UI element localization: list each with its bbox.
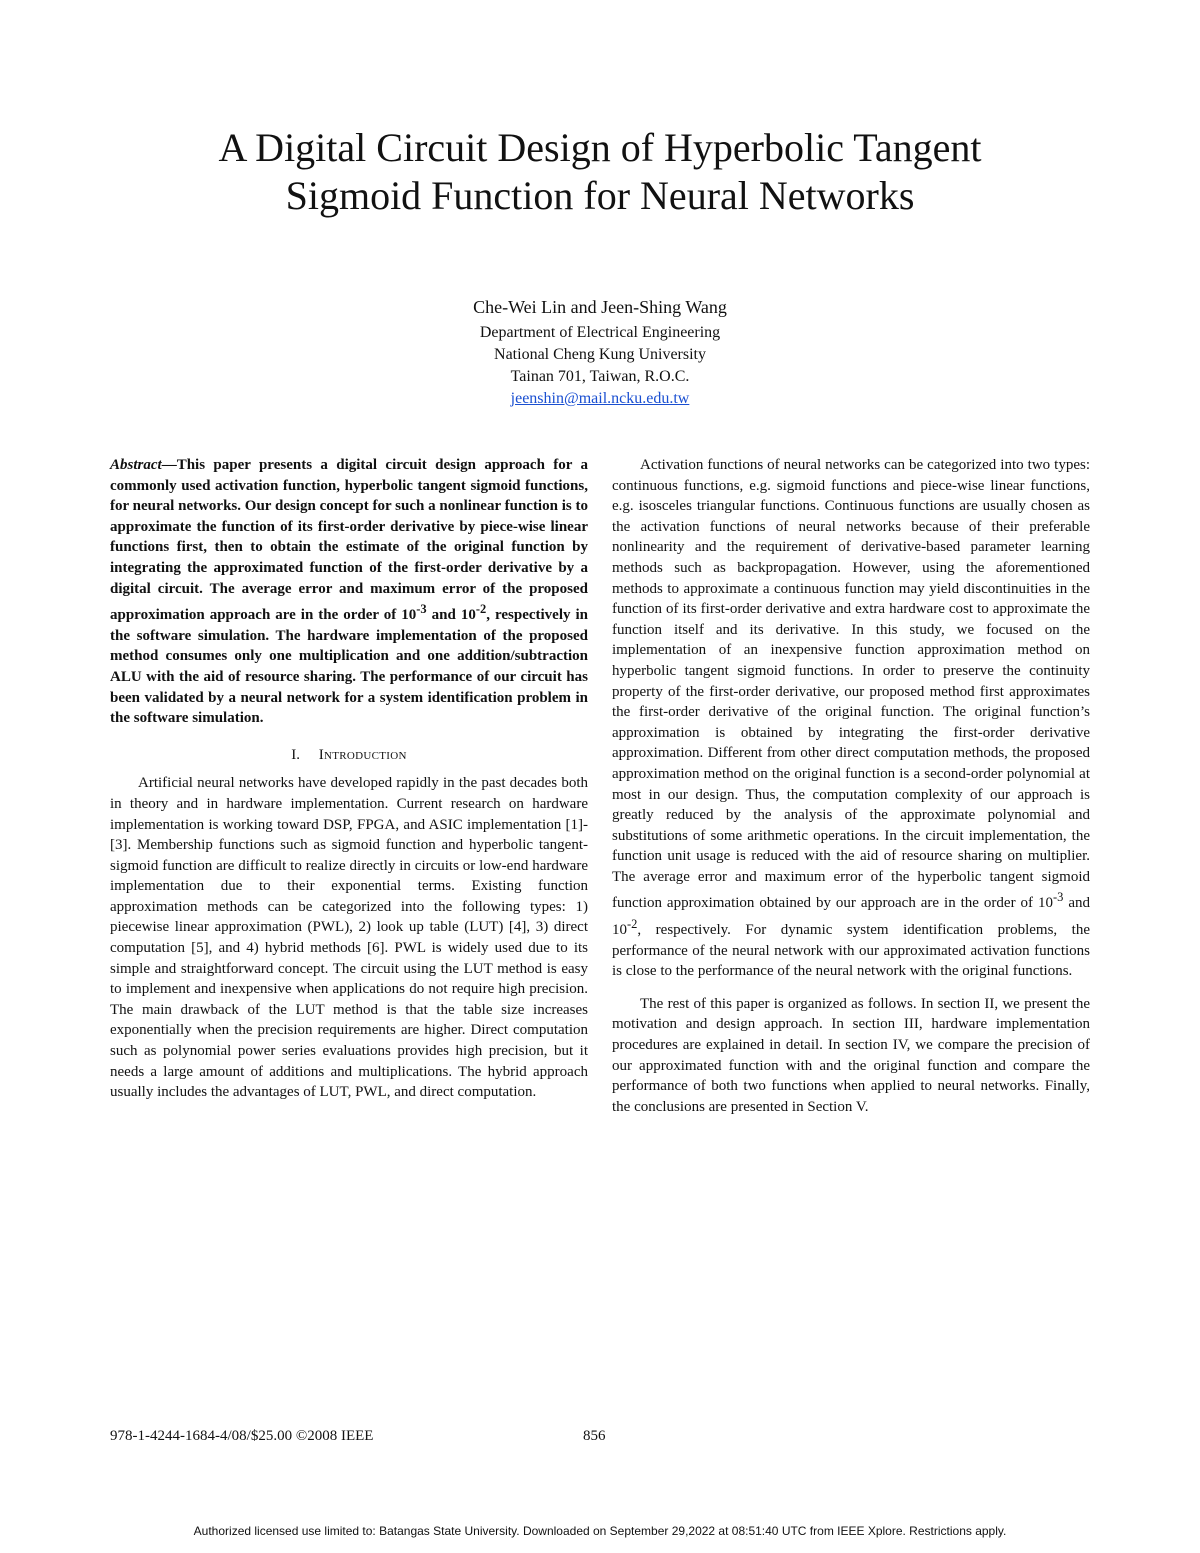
right-column [612, 455, 1090, 1117]
abstract-label: Abstract [110, 457, 162, 473]
location: Tainan 701, Taiwan, R.O.C. [510, 368, 690, 385]
right-paragraph-2: The rest of this paper is organized as follows. In section II, we present the motivation and design approach. In section III, hardware implementation procedures are explained in detail. In section IV, we compare the precision of our approximated function with and the original function and compare the performance of both two functions when applied to neural networks. Finally, the conclusions are presented in Section V. [612, 995, 1090, 1115]
license-notice: Authorized licensed use limited to: Batangas State University. Downloaded on September 29,2022 at 08:51:40 UTC from IEEE Xplore. Restrictions apply. [193, 1524, 1007, 1538]
right-paragraph-1 [612, 455, 1090, 982]
right-paragraph-1-exponent-1: -3 [1052, 890, 1064, 905]
abstract-exponent-1: -3 [416, 602, 427, 617]
department: Department of Electrical Engineering [479, 324, 721, 341]
affiliation [0, 322, 1200, 410]
isbn-copyright: 978-1-4244-1684-4/08/$25.00 ©2008 IEEE [110, 1428, 374, 1444]
abstract [110, 455, 588, 729]
abstract-text-2: and 10 [426, 607, 476, 624]
page-number: 856 [583, 1428, 606, 1444]
intro-paragraph-1: Artificial neural networks have developed rapidly in the past decades both in theory and in hardware implementation. Current research on hardware implementation is working toward DSP, FPGA, and ASIC implementation [1]-[3]. Membership functions such as sigmoid function and hyperbolic tangent-sigmoid function are difficult to realize directly in circuits or low-end hardware implementation due to their exponential terms. Existing function approximation methods can be categorized into the following types: 1) piecewise linear approximation (PWL), 2) look up table (LUT) [4], 3) direct computation [5], and 4) hybrid methods [6]. PWL is widely used due to its simple and straightforward concept. The circuit using the LUT method is easy to implement and inexpensive when applications do not require high precision. The main drawback of the LUT method is that the table size increases exponentially when the precision requirements are higher. Direct computation such as polynomial power series evaluations provides high precision, but it needs a large amount of additions and multiplications. The hybrid approach usually includes the advantages of LUT, PWL, and direct computation. [110, 775, 588, 1101]
right-paragraph-1-text-1: Activation functions of neural networks can be categorized into two types: continuous functions, e.g. sigmoid functions and piece-wise linear functions, e.g. isosceles triangular functions. Continuous functions are usually chosen as the activation functions of neural networks because of their preferable nonlinearity and the requirement of derivative-based parameter learning methods such as backpropagation. However, using the aforementioned methods to approximate a continuous function may yield discontinuities in the function of its first-order derivative and extra hardware cost to approximate the function itself and its derivative. In this study, we focused on the implementation of an inexpensive function approximation method on hyperbolic tangent sigmoid functions. In order to preserve the continuity property of the first-order derivative, our proposed method first approximates the first-order derivative of the original function. The original function’s approximation is obtained by integrating the first-order derivative approximation. Different from other direct computation methods, the proposed approximation method on the original function is a second-order polynomial at most in our design. Thus, the computation complexity of our approach is greatly reduced by the analysis of the approximate polynomial and substitutions of some arithmetic operations. In the circuit implementation, the function unit usage is reduced with the aid of resource sharing on multiplier. The average error and maximum error of the hyperbolic tangent sigmoid function approximation obtained by our approach are in the order of 10 [612, 457, 1090, 912]
right-paragraph-1-text-3: , respectively. For dynamic system identification problems, the performance of the neural network with our approximated activation functions is close to the performance of the neural network with the original functions. [612, 922, 1090, 980]
abstract-text-1: This paper presents a digital circuit design approach for a commonly used activation function, hyperbolic tangent sigmoid functions, for neural networks. Our design concept for such a nonlinear function is to approximate the function of its first-order derivative by piece-wise linear functions first, then to obtain the estimate of the original function by integrating the approximated function of the first-order derivative by a digital circuit. The average error and maximum error of the proposed approximation approach are in the order of 10 [110, 457, 588, 624]
university: National Cheng Kung University [494, 346, 706, 363]
title-line-1: A Digital Circuit Design of Hyperbolic Tangent [218, 125, 982, 170]
left-column [110, 455, 588, 1103]
abstract-dash: — [161, 457, 177, 473]
abstract-exponent-2: -2 [475, 602, 487, 617]
authors: Che-Wei Lin and Jeen-Shing Wang [473, 297, 727, 317]
right-paragraph-1-text-2: and 10 [612, 895, 1090, 939]
section-number: I. [291, 746, 300, 763]
email-link[interactable]: jeenshin@mail.ncku.edu.tw [510, 390, 690, 407]
paper-title [0, 124, 1200, 220]
right-paragraph-1-exponent-2: -2 [627, 917, 638, 932]
section-heading-introduction [110, 745, 588, 766]
title-line-2: Sigmoid Function for Neural Networks [285, 173, 915, 218]
abstract-text-3: , respectively in the software simulation. The hardware implementation of the proposed method consumes only one multiplication and one addition/subtraction ALU with the aid of resource sharing. The performance of our circuit has been validated by a neural network for a system identification problem in the software simulation. [110, 607, 588, 727]
section-title: Introduction [318, 746, 407, 763]
